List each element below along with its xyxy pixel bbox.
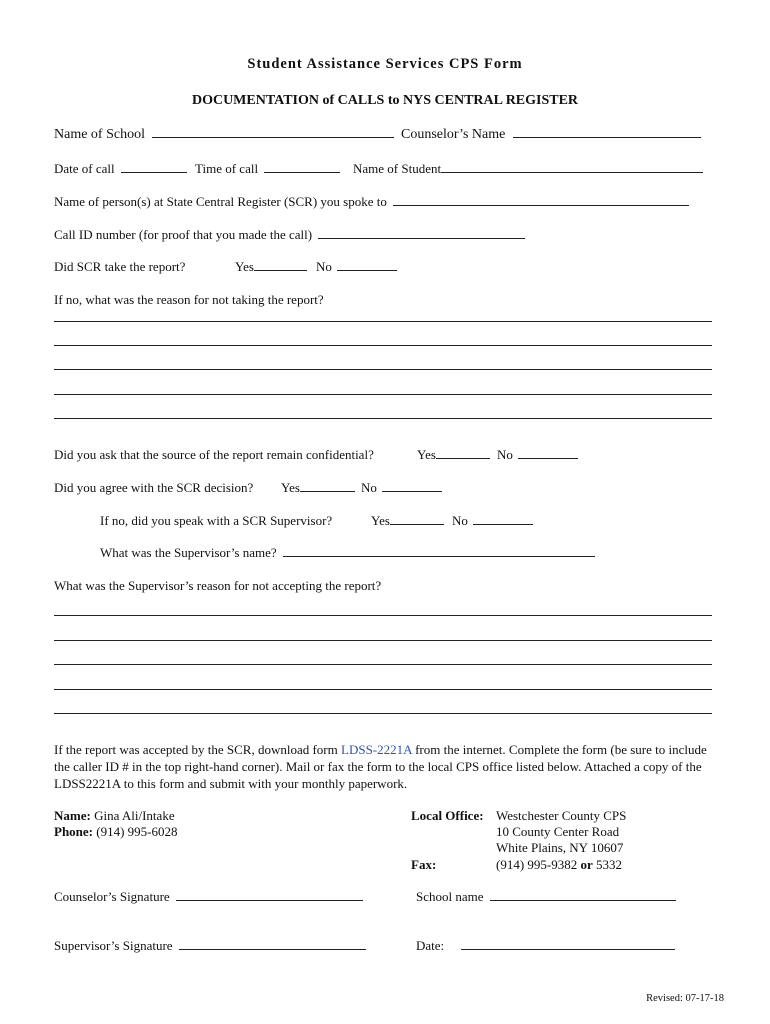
reason-line-5[interactable]: [54, 418, 712, 419]
contact-name: [54, 808, 175, 824]
supervisor-reason-line-2[interactable]: [54, 640, 712, 641]
supervisor-spoke-no-line[interactable]: [473, 513, 533, 525]
confidential-yes-line[interactable]: [436, 447, 490, 459]
contact-phone: [54, 824, 178, 840]
fax-label: Fax:: [411, 857, 437, 872]
agree-yes: Yes: [281, 480, 355, 496]
instructions-paragraph: If the report was accepted by the SCR, download form LDSS-2221A from the internet. Complete the form (be sure to include the caller ID # in the top right-hand corner). Mail or fax the form to the local CPS office listed below. Attached a copy of the LDSS2221A to this form and submit with your monthly paperwork.: [54, 742, 707, 791]
scr-person-input-line[interactable]: [393, 194, 689, 206]
supervisor-spoke-label: If no, did you speak with a SCR Supervisor?: [100, 513, 333, 528]
student-label: Name of Student: [353, 161, 442, 176]
time-label: Time of call: [195, 161, 259, 176]
supervisor-name-label: What was the Supervisor’s name?: [100, 545, 277, 560]
supervisor-signature-line[interactable]: [179, 938, 366, 950]
agree-no-line[interactable]: [382, 480, 442, 492]
contact-phone-value: (914) 995-6028: [96, 824, 178, 839]
office-line-3: White Plains, NY 10607: [496, 840, 624, 855]
form-subtitle: DOCUMENTATION of CALLS to NYS CENTRAL REGISTER: [191, 93, 579, 108]
reason-line-2[interactable]: [54, 345, 712, 346]
school-input-line[interactable]: [152, 126, 394, 138]
scr-take-label: Did SCR take the report?: [54, 259, 186, 274]
form-title: Student Assistance Services CPS Form: [247, 56, 523, 72]
scr-take-yes-line[interactable]: [254, 259, 307, 271]
supervisor-name-field: [100, 545, 595, 561]
reason-line-3[interactable]: [54, 369, 712, 370]
supervisor-reason-label: What was the Supervisor’s reason for not accepting the report?: [54, 578, 382, 593]
counselor-signature-label: Counselor’s Signature: [54, 889, 170, 904]
student-input-line[interactable]: [441, 161, 703, 173]
scr-take-no: No: [316, 259, 397, 275]
reason-line-1[interactable]: [54, 321, 712, 322]
supervisor-name-input-line[interactable]: [283, 545, 595, 557]
office-line-1: Westchester County CPS: [496, 808, 627, 823]
counselor-field: [401, 126, 701, 143]
date-input-line[interactable]: [121, 161, 187, 173]
date-sign-line[interactable]: [461, 938, 675, 950]
call-id-field: [54, 227, 525, 243]
counselor-signature-line[interactable]: [176, 889, 363, 901]
supervisor-spoke-yes: Yes: [371, 513, 444, 529]
supervisor-reason-line-3[interactable]: [54, 664, 712, 665]
date-field: [54, 161, 187, 177]
counselor-input-line[interactable]: [513, 126, 701, 138]
supervisor-reason-line-4[interactable]: [54, 689, 712, 690]
school-label: Name of School: [54, 127, 145, 142]
office-label: Local Office:: [411, 808, 484, 823]
scr-take-no-line[interactable]: [337, 259, 397, 271]
contact-name-label: Name:: [54, 808, 91, 823]
ldss-2221a-link[interactable]: LDSS-2221A: [341, 742, 412, 757]
counselor-label: Counselor’s Name: [401, 127, 506, 142]
date-sign-field: [416, 938, 675, 954]
school-name-line[interactable]: [490, 889, 676, 901]
contact-name-value: Gina Ali/Intake: [94, 808, 175, 823]
confidential-yes: Yes: [417, 447, 490, 463]
agree-label: Did you agree with the SCR decision?: [54, 480, 254, 495]
supervisor-spoke-no: No: [452, 513, 533, 529]
supervisor-reason-line-1[interactable]: [54, 615, 712, 616]
call-id-label: Call ID number (for proof that you made the call): [54, 227, 313, 242]
school-name-field: [416, 889, 676, 905]
office-line-2: 10 County Center Road: [496, 824, 620, 839]
date-label: Date of call: [54, 161, 115, 176]
fax-value: (914) 995-9382 or 5332: [496, 857, 623, 872]
student-field: [353, 161, 703, 177]
agree-yes-line[interactable]: [300, 480, 355, 492]
agree-no: No: [361, 480, 442, 496]
supervisor-reason-line-5[interactable]: [54, 713, 712, 714]
confidential-label: Did you ask that the source of the report remain confidential?: [54, 447, 374, 462]
counselor-signature-field: [54, 889, 363, 905]
supervisor-signature-label: Supervisor’s Signature: [54, 938, 173, 953]
reason-line-4[interactable]: [54, 394, 712, 395]
scr-person-label: Name of person(s) at State Central Register (SCR) you spoke to: [54, 194, 387, 209]
if-no-reason-label: If no, what was the reason for not taking the report?: [54, 292, 324, 307]
revised-date: Revised: 07-17-18: [646, 993, 724, 1004]
scr-person-field: [54, 194, 689, 210]
time-input-line[interactable]: [264, 161, 340, 173]
scr-take-yes: Yes: [235, 259, 307, 275]
date-sign-label: Date:: [416, 938, 445, 953]
call-id-input-line[interactable]: [318, 227, 525, 239]
contact-phone-label: Phone:: [54, 824, 93, 839]
supervisor-signature-field: [54, 938, 366, 954]
school-name-label: School name: [416, 889, 484, 904]
confidential-no-line[interactable]: [518, 447, 578, 459]
supervisor-spoke-yes-line[interactable]: [390, 513, 444, 525]
confidential-no: No: [497, 447, 578, 463]
school-field: [54, 126, 394, 143]
time-field: [195, 161, 340, 177]
